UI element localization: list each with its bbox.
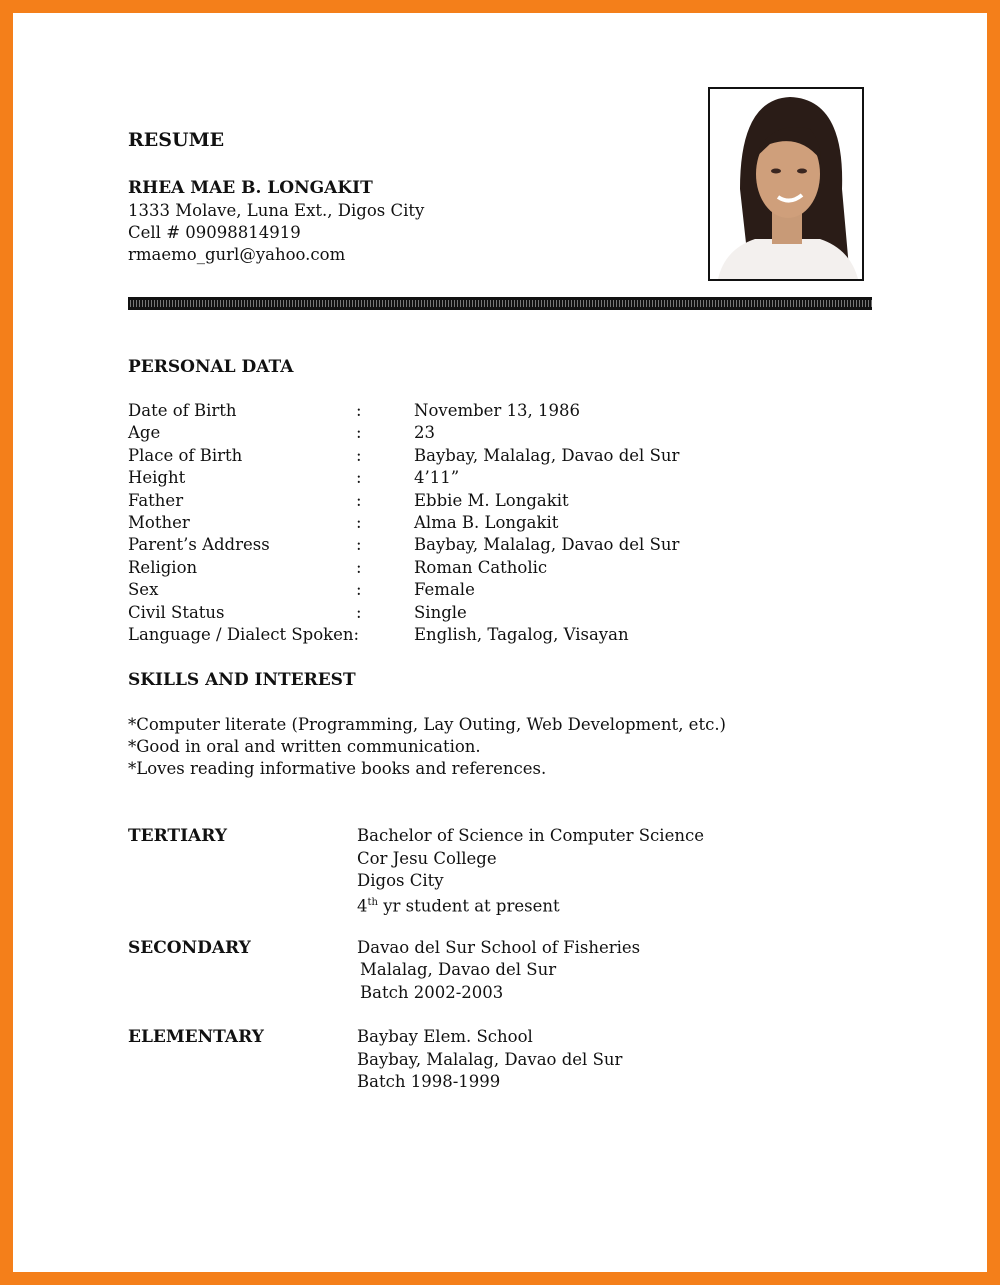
personal-data-heading: PERSONAL DATA (128, 357, 294, 377)
elementary-location: Baybay, Malalag, Davao del Sur (357, 1050, 623, 1069)
personal-data-label: Age (128, 423, 161, 443)
elementary-batch: Batch 1998-1999 (357, 1072, 501, 1091)
tertiary-year (357, 892, 560, 918)
personal-data-value: Roman Catholic (414, 557, 548, 577)
elementary-school: Baybay Elem. School (357, 1027, 533, 1046)
personal-data-value: Baybay, Malalag, Davao del Sur (414, 535, 680, 555)
personal-data-value: 23 (414, 423, 435, 443)
personal-data-colon: : (356, 535, 362, 555)
resume-title: RESUME (128, 129, 225, 151)
personal-data-value: Single (414, 602, 467, 622)
personal-data-colon: : (356, 490, 362, 510)
personal-data-colon: : (356, 513, 362, 532)
secondary-batch: Batch 2002-2003 (360, 983, 504, 1002)
personal-data-label: Height (128, 468, 186, 488)
personal-data-value: Ebbie M. Longakit (414, 490, 569, 510)
skill-item: *Computer literate (Programming, Lay Outing, Web Development, etc.) (128, 715, 726, 734)
personal-data-value: Baybay, Malalag, Davao del Sur (414, 445, 680, 465)
personal-data-label: Sex (128, 580, 159, 600)
tertiary-degree: Bachelor of Science in Computer Science (357, 826, 704, 845)
applicant-name: RHEA MAE B. LONGAKIT (128, 178, 373, 198)
year-number: 4 (357, 896, 368, 916)
tertiary-label: TERTIARY (128, 826, 227, 846)
personal-data-colon: : (356, 557, 362, 577)
skill-item: *Good in oral and written communication. (128, 737, 481, 756)
tertiary-city: Digos City (357, 871, 444, 890)
secondary-location: Malalag, Davao del Sur (360, 960, 557, 979)
secondary-school: Davao del Sur School of Fisheries (357, 938, 641, 957)
personal-data-colon: : (356, 445, 362, 465)
personal-data-label: Place of Birth (128, 445, 243, 465)
personal-data-value: November 13, 1986 (414, 401, 581, 420)
skill-item: *Loves reading informative books and references. (128, 759, 547, 778)
applicant-photo (708, 87, 864, 281)
personal-data-label: Parent’s Address (128, 535, 270, 555)
personal-data-colon: : (356, 580, 362, 600)
elementary-label: ELEMENTARY (128, 1027, 264, 1047)
secondary-label: SECONDARY (128, 938, 251, 958)
personal-data-label: Language / Dialect Spoken: (128, 625, 360, 644)
personal-data-label: Civil Status (128, 602, 225, 622)
tertiary-school: Cor Jesu College (357, 849, 497, 868)
personal-data-colon: : (356, 401, 362, 420)
address: 1333 Molave, Luna Ext., Digos City (128, 201, 425, 220)
personal-data-label: Father (128, 490, 184, 510)
personal-data-label: Date of Birth (128, 401, 237, 420)
personal-data-value: English, Tagalog, Visayan (414, 625, 629, 644)
cell-number: Cell # 09098814919 (128, 223, 301, 242)
personal-data-colon: : (356, 602, 362, 622)
personal-data-colon: : (356, 468, 362, 488)
personal-data-value: Alma B. Longakit (414, 513, 559, 532)
personal-data-label: Mother (128, 513, 190, 532)
personal-data-value: Female (414, 580, 475, 600)
personal-data-label: Religion (128, 557, 198, 577)
email: rmaemo_gurl@yahoo.com (128, 245, 346, 264)
header-divider (128, 297, 872, 310)
year-text: yr student at present (377, 896, 560, 916)
skills-heading: SKILLS AND INTEREST (128, 670, 356, 690)
year-suffix: th (367, 897, 378, 908)
personal-data-value: 4’11” (414, 468, 460, 488)
personal-data-colon: : (356, 423, 362, 443)
